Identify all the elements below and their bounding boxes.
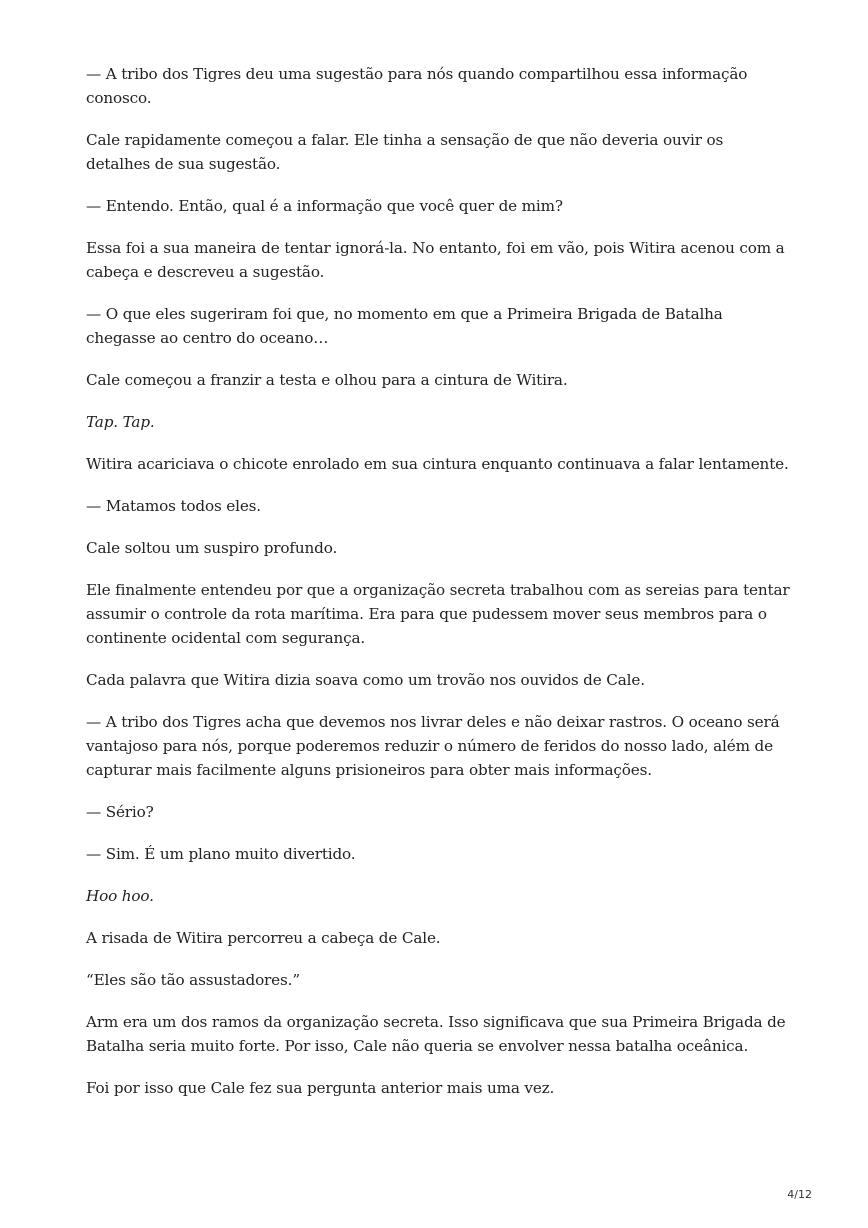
- paragraph: Foi por isso que Cale fez sua pergunta anterior mais uma vez.: [86, 1079, 555, 1097]
- paragraph: Witira acariciava o chicote enrolado em sua cintura enquanto continuava a falar lentamente.: [86, 455, 789, 473]
- page-number: 4/12: [787, 1188, 812, 1201]
- paragraph: — Matamos todos eles.: [86, 497, 261, 515]
- paragraph: Essa foi a sua maneira de tentar ignorá-la. No entanto, foi em vão, pois Witira acenou com a cabeça e descreveu a sugestão.: [86, 239, 785, 281]
- paragraph-italic: Tap. Tap.: [86, 413, 155, 431]
- paragraph: — O que eles sugeriram foi que, no momento em que a Primeira Brigada de Batalha chegasse ao centro do oceano…: [86, 305, 723, 347]
- paragraph: “Eles são tão assustadores.”: [86, 971, 300, 989]
- paragraph: Cale começou a franzir a testa e olhou para a cintura de Witira.: [86, 371, 568, 389]
- document-body: [86, 62, 791, 1118]
- paragraph: Ele finalmente entendeu por que a organização secreta trabalhou com as sereias para tentar assumir o controle da rota marítima. Era para que pudessem mover seus membros para o continente ocidental com segurança.: [86, 581, 790, 647]
- paragraph: — Sim. É um plano muito divertido.: [86, 845, 356, 863]
- paragraph: — A tribo dos Tigres acha que devemos nos livrar deles e não deixar rastros. O oceano será vantajoso para nós, porque poderemos reduzir o número de feridos do nosso lado, além de capturar mais facilmente alguns prisioneiros para obter mais informações.: [86, 713, 780, 779]
- paragraph: Arm era um dos ramos da organização secreta. Isso significava que sua Primeira Brigada de Batalha seria muito forte. Por isso, Cale não queria se envolver nessa batalha oceânica.: [86, 1013, 786, 1055]
- paragraph: — Sério?: [86, 803, 154, 821]
- paragraph: Cada palavra que Witira dizia soava como um trovão nos ouvidos de Cale.: [86, 671, 645, 689]
- paragraph-italic: Hoo hoo.: [86, 887, 154, 905]
- paragraph: — Entendo. Então, qual é a informação que você quer de mim?: [86, 197, 563, 215]
- paragraph: Cale soltou um suspiro profundo.: [86, 539, 338, 557]
- paragraph: — A tribo dos Tigres deu uma sugestão para nós quando compartilhou essa informação conosco.: [86, 65, 748, 107]
- paragraph: Cale rapidamente começou a falar. Ele tinha a sensação de que não deveria ouvir os detalhes de sua sugestão.: [86, 131, 724, 173]
- paragraph: A risada de Witira percorreu a cabeça de Cale.: [86, 929, 441, 947]
